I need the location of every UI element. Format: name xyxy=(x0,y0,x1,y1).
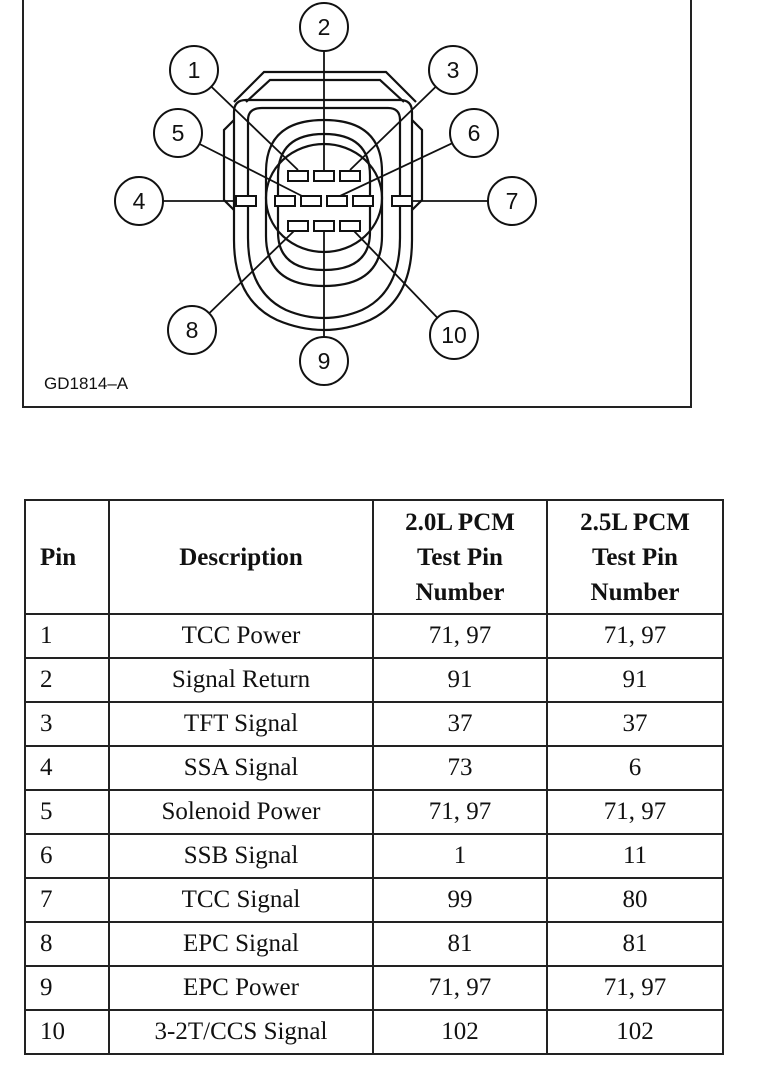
cell-pcm-2-5l: 91 xyxy=(547,658,723,702)
cell-description: EPC Signal xyxy=(109,922,373,966)
table-row xyxy=(25,1010,723,1054)
pin-terminal xyxy=(288,221,308,231)
cell-description: EPC Power xyxy=(109,966,373,1010)
cell-pcm-2-0l: 73 xyxy=(373,746,547,790)
header-pcm-2-0l-line: Test Pin xyxy=(417,543,503,571)
pin-callout-label: 10 xyxy=(441,322,467,348)
cell-description: TCC Signal xyxy=(109,878,373,922)
connector-diagram xyxy=(24,0,690,406)
pin-callout-label: 4 xyxy=(132,188,146,214)
cell-pcm-2-5l: 71, 97 xyxy=(547,614,723,658)
pin-terminal xyxy=(353,196,373,206)
header-pcm-2-5l-line: Number xyxy=(590,578,680,606)
table-row xyxy=(25,790,723,834)
connector-diagram-frame xyxy=(22,0,692,408)
pin-terminal xyxy=(288,171,308,181)
table-row xyxy=(25,746,723,790)
cell-pcm-2-5l: 11 xyxy=(547,834,723,878)
pin-callout-label: 8 xyxy=(185,317,199,343)
header-pcm-2-0l-line: 2.0L PCM xyxy=(405,508,515,536)
cell-pcm-2-5l: 81 xyxy=(547,922,723,966)
table-row xyxy=(25,658,723,702)
header-pin: Pin xyxy=(25,500,109,614)
table-row xyxy=(25,878,723,922)
cell-pcm-2-0l: 91 xyxy=(373,658,547,702)
cell-description: TFT Signal xyxy=(109,702,373,746)
table-row xyxy=(25,966,723,1010)
cell-pin: 8 xyxy=(25,922,109,966)
pin-terminal xyxy=(301,196,321,206)
cell-description: Solenoid Power xyxy=(109,790,373,834)
header-description: Description xyxy=(109,500,373,614)
pin-terminal xyxy=(314,171,334,181)
pin-callout-label: 1 xyxy=(187,57,201,83)
table-row xyxy=(25,702,723,746)
cell-description: SSB Signal xyxy=(109,834,373,878)
pin-callout-label: 6 xyxy=(467,120,481,146)
pin-table-body xyxy=(25,614,723,1054)
pin-terminal xyxy=(340,171,360,181)
cell-pcm-2-5l: 80 xyxy=(547,878,723,922)
cell-pcm-2-0l: 71, 97 xyxy=(373,614,547,658)
leader-line xyxy=(199,144,302,196)
table-row xyxy=(25,834,723,878)
cell-pin: 1 xyxy=(25,614,109,658)
header-pcm-2-0l-line: Number xyxy=(415,578,505,606)
figure-code: GD1814–A xyxy=(44,374,129,393)
pin-table xyxy=(24,499,724,1055)
pin-callout-label: 3 xyxy=(446,57,460,83)
table-row xyxy=(25,922,723,966)
pin-terminal xyxy=(314,221,334,231)
table-header-row xyxy=(25,500,723,614)
cell-pcm-2-5l: 37 xyxy=(547,702,723,746)
pin-callout-label: 9 xyxy=(317,348,331,374)
pin-callout-label: 2 xyxy=(317,14,331,40)
cell-pin: 9 xyxy=(25,966,109,1010)
cell-pin: 3 xyxy=(25,702,109,746)
cell-pcm-2-5l: 6 xyxy=(547,746,723,790)
cell-description: TCC Power xyxy=(109,614,373,658)
cell-pcm-2-0l: 1 xyxy=(373,834,547,878)
cell-description: 3-2T/CCS Signal xyxy=(109,1010,373,1054)
cell-pin: 5 xyxy=(25,790,109,834)
pin-terminal xyxy=(392,196,412,206)
pin-terminal xyxy=(275,196,295,206)
cell-description: SSA Signal xyxy=(109,746,373,790)
cell-description: Signal Return xyxy=(109,658,373,702)
cell-pin: 4 xyxy=(25,746,109,790)
cell-pin: 6 xyxy=(25,834,109,878)
pin-terminal xyxy=(327,196,347,206)
header-pcm-2-0l xyxy=(373,500,547,614)
cell-pcm-2-0l: 81 xyxy=(373,922,547,966)
table-row xyxy=(25,614,723,658)
header-pcm-2-5l-line: Test Pin xyxy=(592,543,678,571)
pin-callout-label: 7 xyxy=(505,188,519,214)
cell-pin: 7 xyxy=(25,878,109,922)
cell-pin: 10 xyxy=(25,1010,109,1054)
pin-callout-label: 5 xyxy=(171,120,185,146)
cell-pcm-2-0l: 37 xyxy=(373,702,547,746)
cell-pcm-2-0l: 102 xyxy=(373,1010,547,1054)
leader-line xyxy=(340,143,452,196)
pin-terminal xyxy=(236,196,256,206)
cell-pcm-2-5l: 71, 97 xyxy=(547,966,723,1010)
pin-terminal xyxy=(340,221,360,231)
cell-pcm-2-0l: 71, 97 xyxy=(373,966,547,1010)
cell-pcm-2-0l: 99 xyxy=(373,878,547,922)
cell-pcm-2-5l: 71, 97 xyxy=(547,790,723,834)
cell-pcm-2-0l: 71, 97 xyxy=(373,790,547,834)
header-pcm-2-5l xyxy=(547,500,723,614)
header-pcm-2-5l-line: 2.5L PCM xyxy=(580,508,690,536)
cell-pcm-2-5l: 102 xyxy=(547,1010,723,1054)
cell-pin: 2 xyxy=(25,658,109,702)
